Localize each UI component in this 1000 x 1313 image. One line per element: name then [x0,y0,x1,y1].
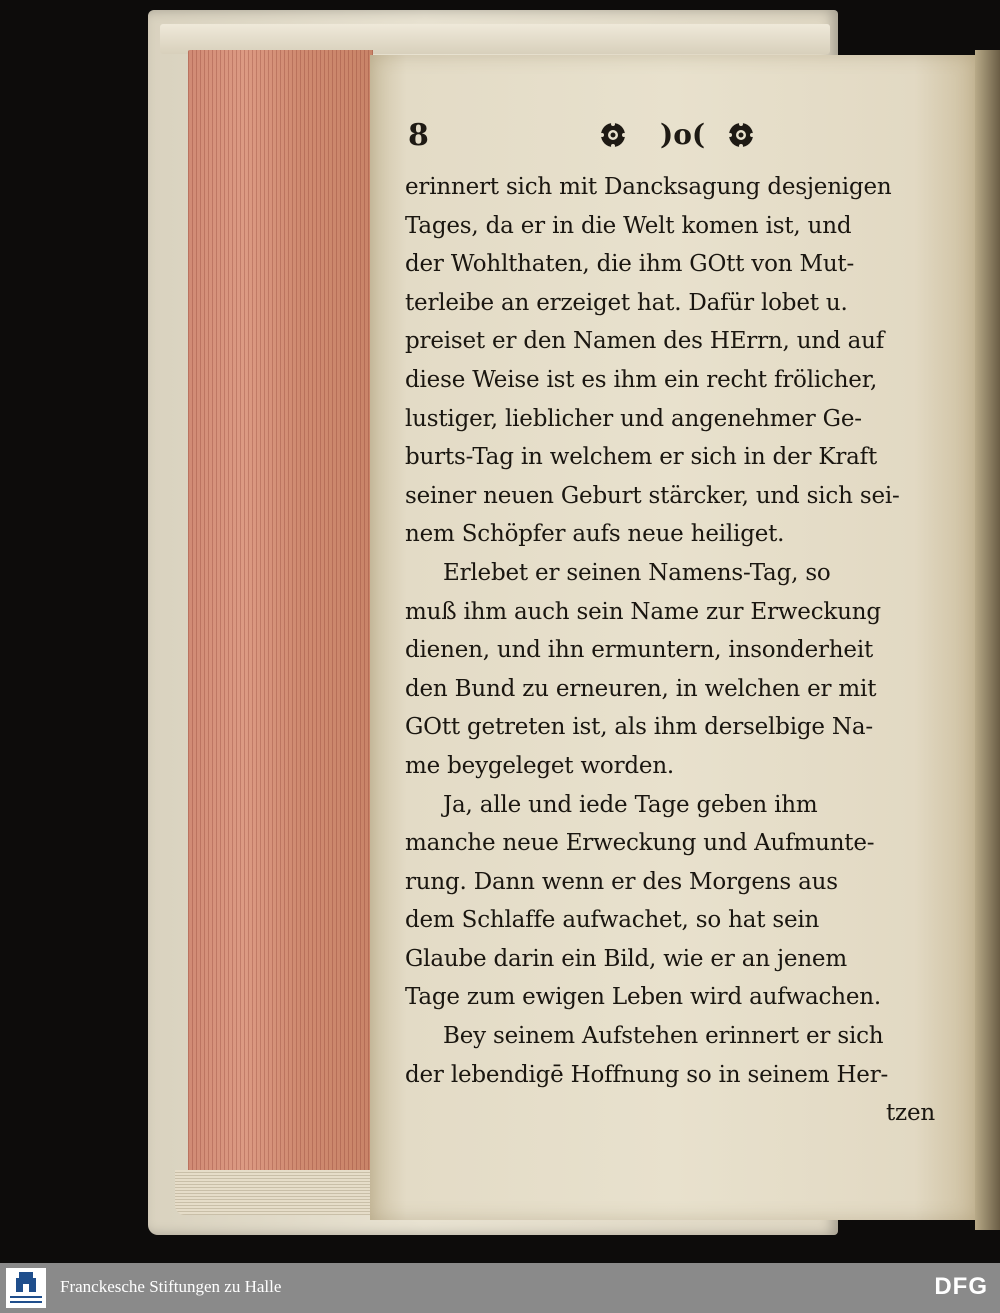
text-line: rung. Dann wenn er des Morgens aus [405,868,838,895]
text-line: Erlebet er seinen Namens-Tag, so [443,559,831,586]
text-line: terleibe an erzeiget hat. Dafür lobet u. [405,289,848,316]
institution-logo-icon [6,1268,46,1308]
text-line: burts-Tag in welchem er sich in der Kraft [405,444,878,471]
text-line: Glaube darin ein Bild, wie er an jenem [405,945,847,972]
catchword: tzen [886,1100,935,1127]
text-line: Ja, alle und iede Tage geben ihm [443,791,818,818]
text-line: preiset er den Namen des HErrn, und auf [405,328,885,355]
text-line: der lebendigē Hoffnung so in seinem Her- [405,1061,889,1088]
text-line: den Bund zu erneuren, in welchen er mit [405,675,877,702]
flower-ornament-icon [726,120,756,150]
text-line: muß ihm auch sein Name zur Erweckung [405,598,881,625]
running-header [408,118,768,160]
flower-ornament-icon [598,120,628,150]
text-line: dem Schlaffe aufwachet, so hat sein [405,907,820,934]
institution-name: Franckesche Stiftungen zu Halle [60,1277,282,1296]
text-line: dienen, und ihn ermuntern, insonderheit [405,637,874,664]
dfg-logo: DFG [934,1273,988,1300]
header-mark: )o( [660,118,706,151]
text-line: Bey seinem Aufstehen erinnert er sich [443,1023,884,1050]
text-line: GOtt getreten ist, als ihm derselbige Na- [405,714,873,741]
text-line: me beygeleget worden. [405,752,675,779]
body-text [405,168,945,1133]
text-line: manche neue Erweckung und Aufmunte- [405,830,875,857]
text-line: Tage zum ewigen Leben wird aufwachen. [405,984,881,1011]
text-line: lustiger, lieblicher und angenehmer Ge- [405,405,862,432]
text-line: Tages, da er in die Welt komen ist, und [405,212,852,239]
viewer-footer [0,1263,1000,1313]
text-line: erinnert sich mit Dancksagung desjenigen [405,174,892,200]
red-page-edges [188,50,373,1215]
facing-page-edge [975,50,1000,1230]
page-number: 8 [408,118,429,153]
text-line: seiner neuen Geburt stärcker, und sich sei- [405,482,900,509]
page-block-bottom [175,1170,375,1215]
text-line: nem Schöpfer aufs neue heiliget. [405,521,785,548]
text-line: der Wohlthaten, die ihm GOtt von Mut- [405,251,855,278]
text-line: diese Weise ist es ihm ein recht frölicher, [405,366,878,393]
